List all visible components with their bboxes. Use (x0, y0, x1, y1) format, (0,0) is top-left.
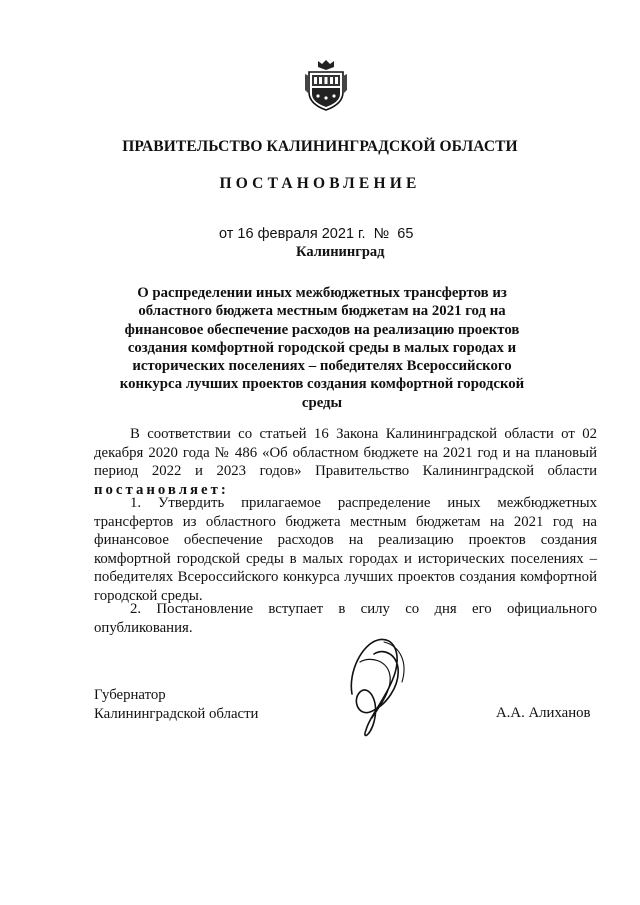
signer-name: А.А. Алиханов (496, 705, 591, 721)
document-number: 65 (397, 226, 414, 242)
preamble-text: В соответствии со статьей 16 Закона Калининградской области от 02 декабря 2020 года № 486 «Об областном бюджете на 2021 год и на плановый период 2022 и 2023 годов» Правительство Калининградской области (94, 426, 597, 480)
preamble-action: постановляет: (94, 481, 229, 498)
preamble-paragraph (94, 425, 597, 499)
signer-position (94, 686, 258, 724)
handwritten-signature-icon (340, 632, 420, 742)
signer-position-line1: Губернатор (94, 687, 166, 703)
city: Калининград (296, 244, 385, 260)
coat-of-arms-icon (303, 58, 349, 112)
date-number-line (219, 226, 413, 242)
item-2-paragraph: 2. Постановление вступает в силу со дня его официального опубликования. (94, 601, 597, 636)
date-prefix: от (219, 226, 234, 242)
document-type: ПОСТАНОВЛЕНИЕ (219, 175, 421, 192)
document-title: О распределении иных межбюджетных трансфертов из областного бюджета местным бюджетам на 2021 год на финансовое обеспечение расходов на реализацию проектов создания комфортной городской среды в малых городах и исторических поселениях – победителях Всероссийского конкурса лучших проектов создания комфортной городской среды (119, 285, 525, 411)
document-date: 16 февраля 2021 г. (237, 226, 366, 242)
organization-name: ПРАВИТЕЛЬСТВО КАЛИНИНГРАДСКОЙ ОБЛАСТИ (122, 138, 518, 155)
signer-position-line2: Калининградской области (94, 706, 259, 722)
item-1-paragraph: 1. Утвердить прилагаемое распределение иных межбюджетных трансфертов из областного бюджета местным бюджетам на 2021 год на финансовое обеспечение расходов на реализацию проектов создания комфортной городской среды в малых городах и исторических поселениях – победителях Всероссийского конкурса лучших проектов создания комфортной городской среды. (94, 495, 597, 604)
number-sign: № (373, 226, 390, 242)
